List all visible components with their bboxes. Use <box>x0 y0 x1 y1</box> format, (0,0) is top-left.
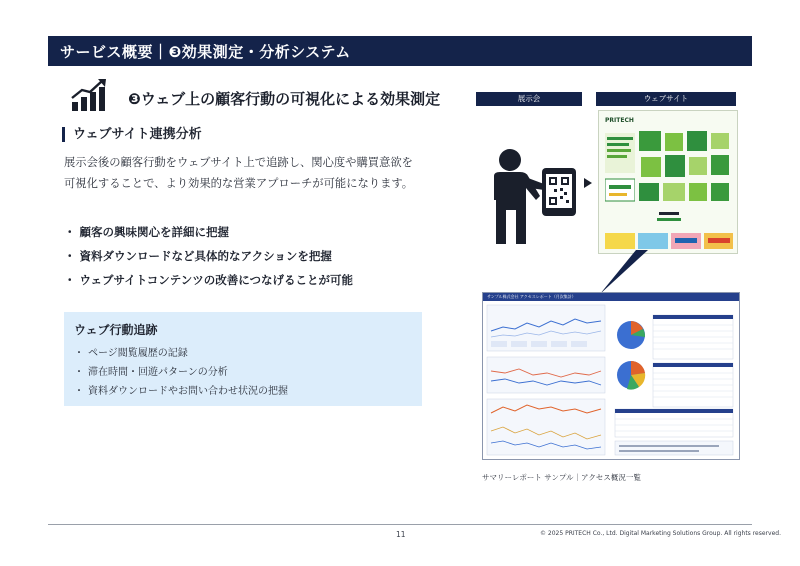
header-bar <box>48 36 752 66</box>
benefit-item: ・ 顧客の興味関心を詳細に把握 <box>64 220 353 244</box>
callout-pointer <box>598 250 648 294</box>
tracking-item: ・ ページ閲覧履歴の記録 <box>74 344 288 363</box>
tracking-item: ・ 資料ダウンロードやお問い合わせ状況の把握 <box>74 382 288 401</box>
benefit-item: ・ ウェブサイトコンテンツの改善につなげることが可能 <box>64 268 353 292</box>
tracking-item: ・ 滞在時間・回遊パターンの分析 <box>74 363 288 382</box>
report-header <box>483 293 739 301</box>
website-hero-graphic <box>639 129 731 205</box>
person-scanning-qr-icon <box>488 148 590 246</box>
copyright-text: © 2025 PRITECH Co., Ltd. Digital Marketing Solutions Group. All rights reserved. <box>540 530 781 537</box>
website-mid-text <box>657 211 681 223</box>
header-title: サービス概要｜❸効果測定・分析システム <box>60 43 351 61</box>
bar-chart-growth-icon <box>70 78 108 112</box>
label-expo: 展示会 <box>476 92 582 106</box>
benefit-item: ・ 資料ダウンロードなど具体的なアクションを把握 <box>64 244 353 268</box>
main-heading: ❸ウェブ上の顧客行動の可視化による効果測定 <box>128 90 441 108</box>
website-banners <box>605 233 733 249</box>
section-title: ウェブサイト連携分析 <box>62 127 202 142</box>
report-caption: サマリーレポート サンプル｜アクセス概況一覧 <box>482 473 641 482</box>
website-logo: PRITECH <box>605 117 634 124</box>
arrow-right-icon <box>584 178 592 188</box>
tracking-list <box>74 344 288 401</box>
benefit-list <box>64 220 353 292</box>
section-description: 展示会後の顧客行動をウェブサイト上で追跡し、関心度や購買意欲を可視化することで、より効果的な営業アプローチが可能になります。 <box>64 156 414 190</box>
website-thumbnail <box>598 110 738 254</box>
page-number: 11 <box>396 530 406 539</box>
website-sidebar-graphic <box>605 133 635 219</box>
label-website: ウェブサイト <box>596 92 736 106</box>
tracking-title: ウェブ行動追跡 <box>74 323 158 337</box>
report-header-text: サンプル株式会社 アクセスレポート（月次集計） <box>487 294 576 299</box>
report-thumbnail <box>482 292 740 460</box>
report-graphic <box>483 301 739 459</box>
footer-divider <box>48 524 752 525</box>
tracking-box <box>64 312 422 406</box>
